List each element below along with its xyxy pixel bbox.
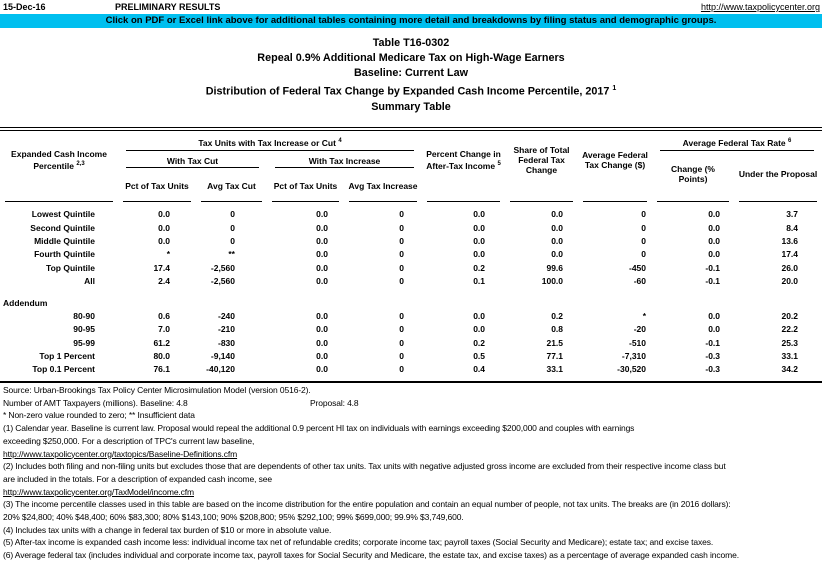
cell: -40,120 <box>206 364 235 375</box>
footnote-line <box>3 473 820 486</box>
footnote-line <box>3 384 820 397</box>
table-row <box>0 235 822 248</box>
cell: 22.2 <box>781 324 799 335</box>
footnote-text: Source: Urban-Brookings Tax Policy Center Microsimulation Model (version 0516-2). <box>3 385 311 395</box>
cell: -30,520 <box>617 364 647 375</box>
cell: 26.0 <box>781 262 799 273</box>
row-label: Fourth Quintile <box>34 249 95 260</box>
cell: 0.0 <box>473 249 486 260</box>
cell: 0 <box>399 276 405 287</box>
header-group-tax-units: Tax Units with Tax Increase or Cut $^4$ <box>118 129 422 152</box>
pdf-banner <box>0 14 822 28</box>
cell: 0 <box>399 324 405 335</box>
footnote-text: Number of AMT Taxpayers (millions). Baseline: 4.8 <box>3 397 188 408</box>
cell: 0.0 <box>708 324 721 335</box>
cell: 0.0 <box>158 222 170 233</box>
cell: 0.6 <box>158 310 170 321</box>
cell: 0.0 <box>473 310 486 321</box>
cell: 61.2 <box>153 337 170 348</box>
footnote-line <box>3 498 820 511</box>
cell: 0.0 <box>473 222 486 233</box>
footnote-line <box>3 422 820 435</box>
cell: 0 <box>399 249 405 260</box>
table-number-title: Table T16-0302 <box>372 37 450 49</box>
header-income-percentile: Expanded Cash Income Percentile $^{2,3}$ <box>0 129 118 202</box>
cell: 0 <box>641 249 647 260</box>
row-label: All <box>84 276 95 287</box>
footnote-line <box>3 549 820 562</box>
cell: -20 <box>633 324 647 335</box>
footnote-text: exceeding $250,000. For a description of TPC's current law baseline, <box>3 435 255 446</box>
cell: 3.7 <box>786 209 799 220</box>
cell: 0 <box>399 222 405 233</box>
cell: -0.3 <box>705 364 721 375</box>
cell: 0.5 <box>473 351 486 362</box>
footnote-text[interactable]: http://www.taxpolicycenter.org/TaxModel/income.cfm <box>3 486 194 497</box>
cell: 21.5 <box>546 337 564 348</box>
cell: 99.6 <box>546 262 564 273</box>
cell: 0 <box>641 222 647 233</box>
cell: 8.4 <box>786 222 799 233</box>
cell: 80.0 <box>153 351 170 362</box>
row-label: 90-95 <box>73 324 95 335</box>
header-group-avg-rate: Average Federal Tax Rate $^6$ <box>652 129 822 152</box>
cell: 20.2 <box>781 310 799 321</box>
cell: 20.0 <box>781 276 799 287</box>
cell: -7,310 <box>621 351 647 362</box>
header-with-tax-increase: With Tax Increase <box>267 152 422 169</box>
table-row <box>0 262 822 275</box>
row-label: Top 1 Percent <box>39 351 95 362</box>
table-row <box>0 208 822 221</box>
addendum-header-row <box>0 296 822 309</box>
footnote-text[interactable]: http://www.taxpolicycenter.org/taxtopics/Baseline-Definitions.cfm <box>3 448 238 459</box>
cell: 100.0 <box>541 276 564 287</box>
footnote-line <box>3 524 820 537</box>
cell: 17.4 <box>781 249 799 260</box>
row-label: Lowest Quintile <box>31 209 95 220</box>
baseline-title: Baseline: Current Law <box>354 67 468 79</box>
cell: 0 <box>399 364 405 375</box>
row-label: 80-90 <box>73 310 95 321</box>
table-header <box>0 129 822 202</box>
footnote-text: (4) Includes tax units with a change in federal tax burden of $10 or more in absolute value. <box>3 524 332 535</box>
table-body <box>0 202 822 382</box>
cell: 0 <box>399 310 405 321</box>
cell: 0.8 <box>551 324 564 335</box>
cell: 0.0 <box>551 209 564 220</box>
addendum-label: Addendum <box>3 297 48 308</box>
row-label: Top Quintile <box>46 262 95 273</box>
cell: 0.0 <box>316 262 328 273</box>
cell: 25.3 <box>781 337 799 348</box>
footnote-link[interactable] <box>3 486 820 499</box>
cell: -210 <box>217 324 235 335</box>
cell: 0.0 <box>708 222 721 233</box>
cell: 0.0 <box>473 324 486 335</box>
cell: 0.0 <box>708 235 721 246</box>
cell: 0 <box>641 209 647 220</box>
cell: ** <box>228 249 235 260</box>
cell: -2,560 <box>210 262 235 273</box>
table-row <box>0 248 822 261</box>
footnote-line <box>3 536 820 549</box>
summary-table <box>0 127 822 383</box>
preliminary-results-label: PRELIMINARY RESULTS <box>115 2 221 12</box>
cell: 0 <box>641 235 647 246</box>
cell: 7.0 <box>158 324 170 335</box>
footnote-line <box>3 397 820 410</box>
header-avg-tax-increase: Avg Tax Increase <box>344 169 422 202</box>
cell: 0.1 <box>473 276 486 287</box>
amt-proposal-value: Proposal: 4.8 <box>310 397 359 408</box>
cell: 0 <box>230 222 235 233</box>
cell: 0.0 <box>708 209 721 220</box>
cell: 0.0 <box>708 310 721 321</box>
cell: 0 <box>399 351 405 362</box>
footnote-line <box>3 511 820 524</box>
footnote-text: (6) Average federal tax (includes individual and corporate income tax, payroll taxes for Social Security and Medicare, the estate tax, and excise taxes) as a percentage of average expanded cash income. <box>3 550 739 561</box>
banner-text: Click on PDF or Excel link above for additional tables containing more detail and breakdowns by filing status and demographic groups. <box>105 15 717 26</box>
cell: -830 <box>217 337 235 348</box>
footnote-text: are included in the totals. For a description of expanded cash income, see <box>3 473 272 484</box>
header-with-tax-cut: With Tax Cut <box>118 152 267 169</box>
summary-table-title: Summary Table <box>371 100 451 113</box>
cell: 0.0 <box>708 249 721 260</box>
cell: -450 <box>629 262 647 273</box>
footnote-text: 20% $24,800; 40% $48,400; 60% $83,300; 80% $143,100; 90% $208,800; 95% $292,100; 99% $699,000; 99.9% $3,749,600. <box>3 512 464 523</box>
row-label: 95-99 <box>73 337 95 348</box>
cell: 0.0 <box>316 310 328 321</box>
footnote-text: (2) Includes both filing and non-filing units but excludes those that are dependents of other tax units. Tax units with negative adjusted gross income are excluded from their respective income class but <box>3 461 726 472</box>
footnote-text: (1) Calendar year. Baseline is current law. Proposal would repeal the additional 0.9 percent HI tax on individuals with earnings exceeding $200,000 and couples with earnings <box>3 423 635 434</box>
header-pct-tax-units-cut: Pct of Tax Units <box>118 169 196 202</box>
table-row <box>0 310 822 323</box>
cell: 0.0 <box>316 364 328 375</box>
footnote-text: * Non-zero value rounded to zero; ** Insufficient data <box>3 410 195 421</box>
cell: -0.3 <box>705 351 721 362</box>
row-label: Second Quintile <box>30 222 95 233</box>
header-avg-fed-tax-change: Average Federal Tax Change ($) <box>578 129 652 202</box>
cell: -510 <box>629 337 647 348</box>
cell: 76.1 <box>153 364 170 375</box>
cell: -9,140 <box>210 351 235 362</box>
table-row <box>0 323 822 336</box>
top-bar <box>0 0 822 14</box>
cell: -0.1 <box>705 337 721 348</box>
footnote-line <box>3 460 820 473</box>
cell: -0.1 <box>705 262 721 273</box>
header-pct-tax-units-inc: Pct of Tax Units <box>267 169 344 202</box>
footnote-line <box>3 409 820 422</box>
row-label: Middle Quintile <box>34 235 95 246</box>
spacer-row <box>0 288 822 296</box>
table-row <box>0 363 822 376</box>
header-share-total: Share of Total Federal Tax Change <box>505 129 578 202</box>
cell: 0 <box>399 337 405 348</box>
report-date: 15-Dec-16 <box>3 2 46 12</box>
cell: 0.2 <box>551 310 564 321</box>
cell: 0.0 <box>551 235 564 246</box>
table-row <box>0 337 822 350</box>
row-label: Top 0.1 Percent <box>32 364 95 375</box>
cell: -2,560 <box>210 276 235 287</box>
cell: * <box>642 310 647 321</box>
footnote-text: (3) The income percentile classes used in this table are based on the income distribution for the entire population and contain an equal number of people, not tax units. The breaks are (in 2016 dollars): <box>3 499 731 510</box>
cell: 0.0 <box>158 235 170 246</box>
cell: 0.0 <box>316 209 328 220</box>
site-url-link[interactable]: http://www.taxpolicycenter.org <box>700 2 820 12</box>
cell: 0.0 <box>316 276 328 287</box>
proposal-title: Repeal 0.9% Additional Medicare Tax on High-Wage Earners <box>257 52 565 64</box>
distribution-title: Distribution of Federal Tax Change by Expanded Cash Income Percentile, 2017 $^1$ <box>205 85 617 98</box>
cell: 0.0 <box>158 209 170 220</box>
cell: * <box>166 249 170 260</box>
table-row <box>0 275 822 288</box>
cell: 33.1 <box>781 351 799 362</box>
cell: 0 <box>399 209 405 220</box>
footnotes <box>3 384 820 562</box>
cell: 0.0 <box>316 222 328 233</box>
header-change-points: Change (% Points) <box>652 152 734 202</box>
footnote-line <box>3 435 820 448</box>
footnote-link[interactable] <box>3 448 820 461</box>
header-pct-change-after-tax: Percent Change in After-Tax Income $^5$ <box>422 129 505 202</box>
cell: 0.2 <box>473 262 486 273</box>
cell: 13.6 <box>781 235 799 246</box>
title-block <box>0 36 822 115</box>
cell: 2.4 <box>158 276 170 287</box>
cell: 0.0 <box>316 337 328 348</box>
cell: 0.0 <box>473 209 486 220</box>
cell: 0.0 <box>551 249 564 260</box>
cell: 0.2 <box>473 337 486 348</box>
cell: 0.4 <box>473 364 486 375</box>
table-row <box>0 221 822 234</box>
cell: -60 <box>633 276 647 287</box>
cell: 0.0 <box>316 235 328 246</box>
cell: 0.0 <box>316 249 328 260</box>
cell: -0.1 <box>705 276 721 287</box>
cell: 0.0 <box>316 324 328 335</box>
header-under-proposal: Under the Proposal <box>734 152 822 202</box>
cell: 0.0 <box>551 222 564 233</box>
cell: 0 <box>230 235 235 246</box>
cell: 0.0 <box>316 351 328 362</box>
footnote-text: (5) After-tax income is expanded cash income less: individual income tax net of refundable credits; corporate income tax; payroll taxes (Social Security and Medicare); estate tax; and excise taxes. <box>3 537 714 548</box>
title-footnote-sup: 1 <box>612 85 617 92</box>
cell: 77.1 <box>546 351 564 362</box>
cell: 33.1 <box>546 364 564 375</box>
cell: -240 <box>217 310 235 321</box>
cell: 0 <box>399 235 405 246</box>
header-avg-tax-cut: Avg Tax Cut <box>196 169 267 202</box>
cell: 34.2 <box>781 364 799 375</box>
cell: 17.4 <box>153 262 170 273</box>
spacer-row <box>0 377 822 382</box>
cell: 0.0 <box>473 235 486 246</box>
cell: 0 <box>399 262 405 273</box>
cell: 0 <box>230 209 235 220</box>
table-row <box>0 350 822 363</box>
